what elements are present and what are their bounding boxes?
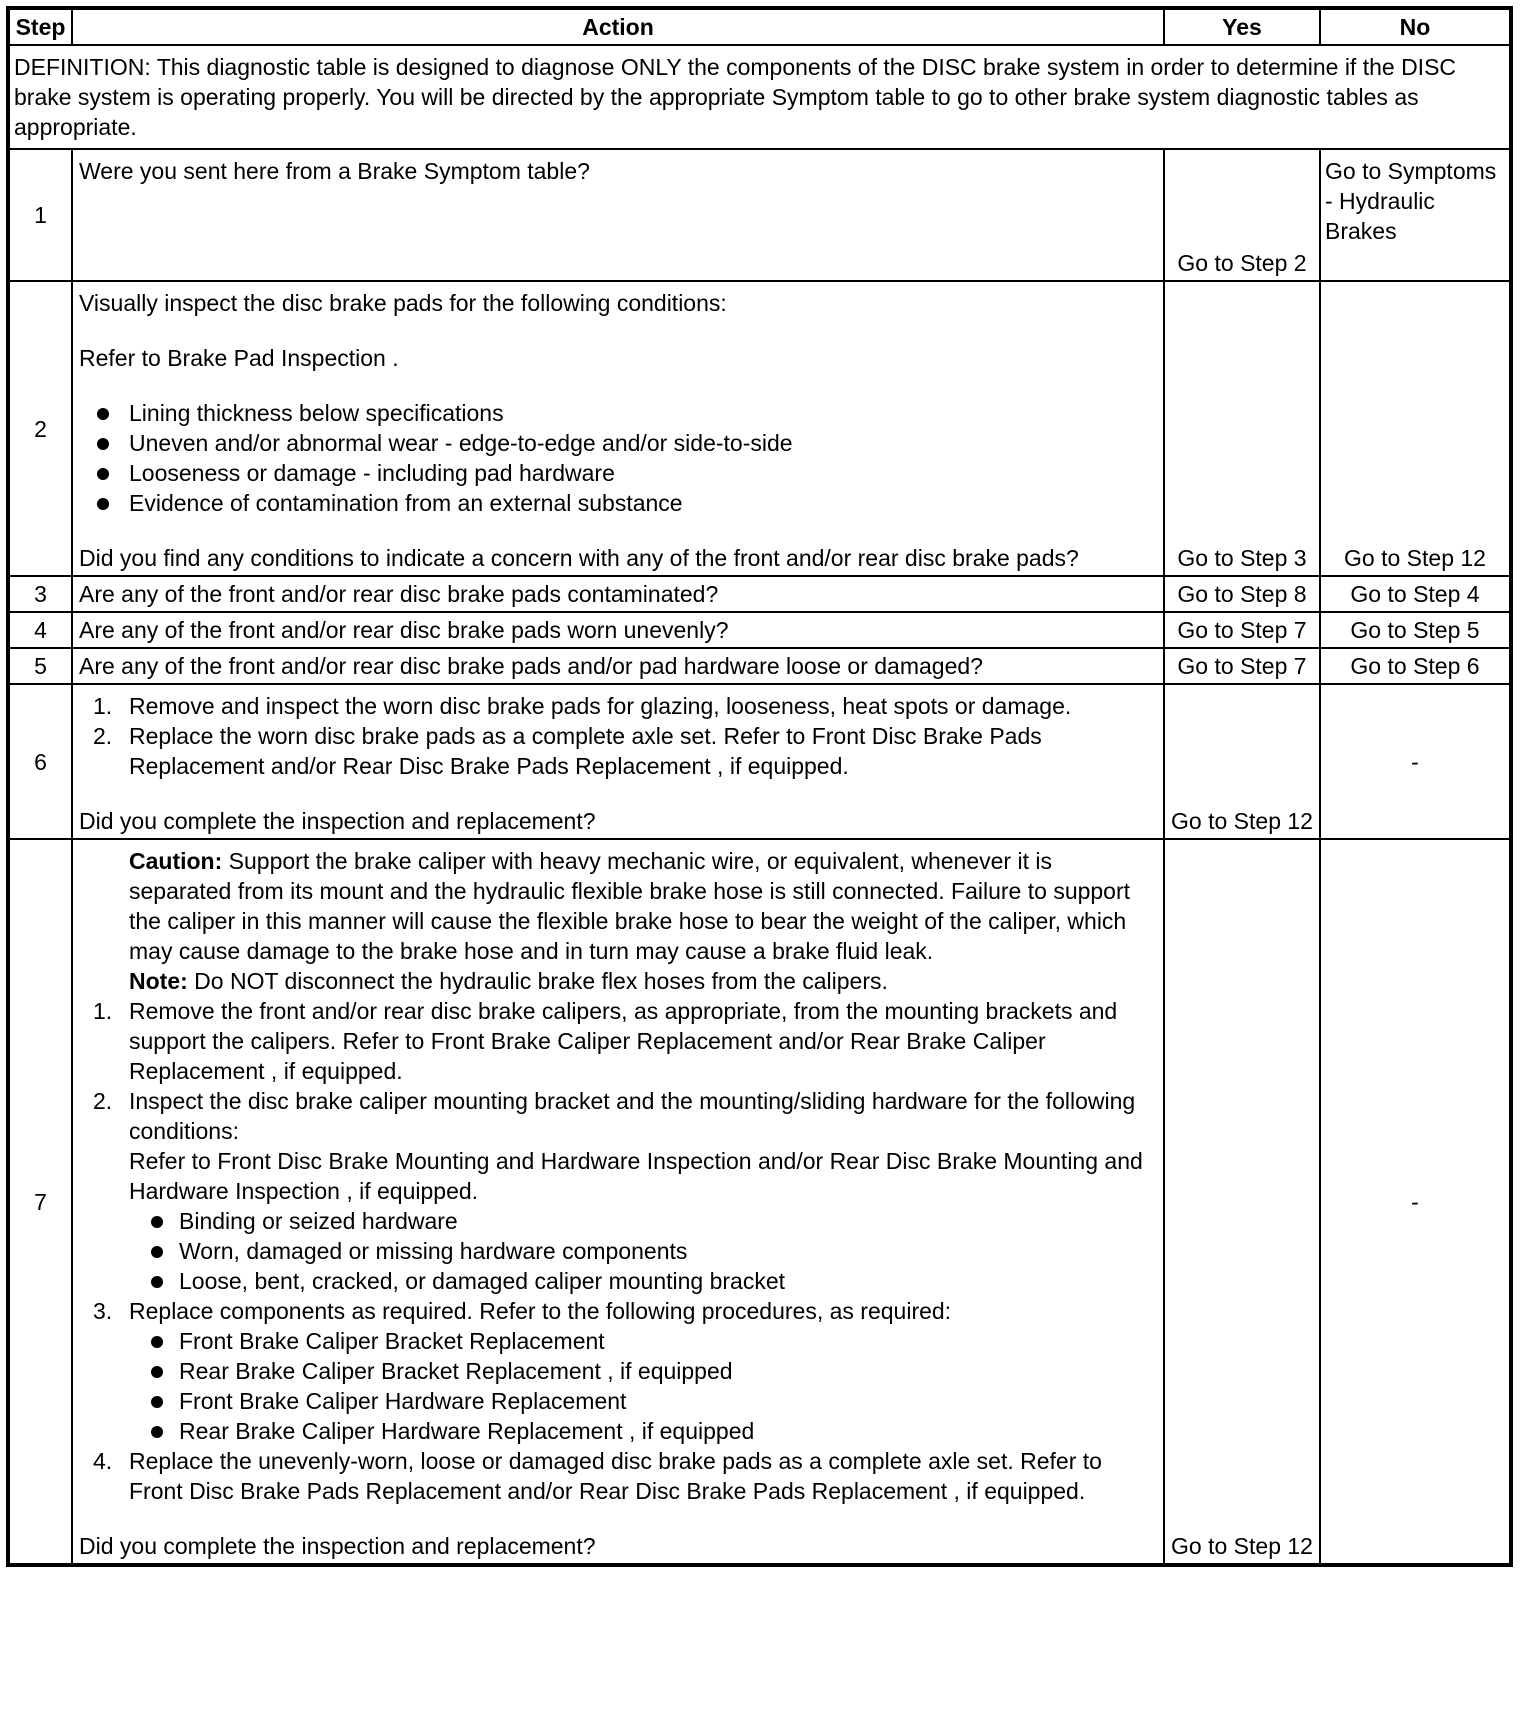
table-row: [8, 149, 1511, 281]
list-item: Front Brake Caliper Bracket Replacement: [179, 1326, 1157, 1356]
no-cell: Go to Step 5: [1320, 612, 1511, 648]
item-text: Replace the unevenly-worn, loose or damaged disc brake pads as a complete axle set. Refer to Front Disc Brake Pads Replacement and/or Rear Disc Brake Pads Replacement , if equipped.: [129, 1448, 1102, 1504]
caution-text: [79, 846, 1157, 966]
action-cell: [72, 839, 1164, 1565]
list-item: [93, 1446, 1157, 1506]
item-text: Replace components as required. Refer to the following procedures, as required:: [129, 1298, 952, 1324]
action-intro: Visually inspect the disc brake pads for the following conditions:: [79, 290, 727, 316]
yes-cell: Go to Step 12: [1164, 839, 1320, 1565]
procedure-reference-list: [79, 1326, 1157, 1446]
no-cell: Go to Step 12: [1320, 281, 1511, 576]
no-cell: Go to Step 4: [1320, 576, 1511, 612]
item-number: 2.: [93, 1088, 113, 1114]
action-cell: [72, 281, 1164, 576]
item-text: Replace the worn disc brake pads as a complete axle set. Refer to Front Disc Brake Pads Replacement and/or Rear Disc Brake Pads Replacement , if equipped.: [129, 723, 1042, 779]
action-text: Are any of the front and/or rear disc brake pads contaminated?: [72, 576, 1164, 612]
header-action: Action: [72, 8, 1164, 45]
list-item: [93, 996, 1157, 1086]
no-cell: Go to Step 6: [1320, 648, 1511, 684]
item-number: 4.: [93, 1448, 113, 1474]
list-item: Loose, bent, cracked, or damaged caliper mounting bracket: [179, 1266, 1157, 1296]
yes-cell: Go to Step 2: [1164, 149, 1320, 281]
table-row: [8, 612, 1511, 648]
table-row: [8, 684, 1511, 839]
no-cell: Go to Symptoms - Hydraulic Brakes: [1320, 149, 1511, 281]
step-number: 6: [8, 684, 72, 839]
action-text: Are any of the front and/or rear disc brake pads worn unevenly?: [72, 612, 1164, 648]
header-yes: Yes: [1164, 8, 1320, 45]
list-item: [93, 721, 1157, 781]
list-item: Rear Brake Caliper Hardware Replacement , if equipped: [179, 1416, 1157, 1446]
step-number: 1: [8, 149, 72, 281]
action-question: Did you complete the inspection and replacement?: [79, 808, 596, 834]
action-question: Did you complete the inspection and replacement?: [79, 1533, 596, 1559]
definition-text: DEFINITION: This diagnostic table is designed to diagnose ONLY the components of the DISC brake system in order to determine if the DISC brake system is operating properly. You will be directed by the appropriate Symptom table to go to other brake system diagnostic tables as appropriate.: [8, 45, 1511, 149]
action-question: Did you find any conditions to indicate a concern with any of the front and/or rear disc brake pads?: [79, 545, 1079, 571]
list-item: Worn, damaged or missing hardware components: [179, 1236, 1157, 1266]
no-cell: -: [1320, 684, 1511, 839]
procedure-list: [79, 1446, 1157, 1506]
note-text: [79, 966, 1157, 996]
header-row: [8, 8, 1511, 45]
list-item: Uneven and/or abnormal wear - edge-to-edge and/or side-to-side: [129, 428, 1157, 458]
table-row: [8, 648, 1511, 684]
action-text: Were you sent here from a Brake Symptom table?: [72, 149, 1164, 281]
table-row: [8, 576, 1511, 612]
procedure-list: [79, 996, 1157, 1206]
list-item: Looseness or damage - including pad hardware: [129, 458, 1157, 488]
yes-cell: Go to Step 7: [1164, 612, 1320, 648]
yes-cell: Go to Step 7: [1164, 648, 1320, 684]
list-item: Front Brake Caliper Hardware Replacement: [179, 1386, 1157, 1416]
action-cell: [72, 684, 1164, 839]
item-text: Inspect the disc brake caliper mounting bracket and the mounting/sliding hardware for the following conditions:: [129, 1088, 1136, 1144]
procedure-list: [79, 691, 1157, 781]
condition-list: [79, 1206, 1157, 1296]
item-number: 1.: [93, 998, 113, 1024]
step-number: 3: [8, 576, 72, 612]
list-item: [93, 1296, 1157, 1326]
item-refer: Refer to Front Disc Brake Mounting and Hardware Inspection and/or Rear Disc Brake Mounting and Hardware Inspection , if equipped.: [129, 1148, 1143, 1204]
item-number: 2.: [93, 723, 113, 749]
note-label: Note:: [129, 968, 188, 994]
action-text: Are any of the front and/or rear disc brake pads and/or pad hardware loose or damaged?: [72, 648, 1164, 684]
item-text: Remove the front and/or rear disc brake calipers, as appropriate, from the mounting brackets and support the calipers. Refer to Front Brake Caliper Replacement and/or Rear Brake Caliper Replacement , if equipped.: [129, 998, 1118, 1084]
step-number: 5: [8, 648, 72, 684]
yes-cell: Go to Step 3: [1164, 281, 1320, 576]
header-step: Step: [8, 8, 72, 45]
list-item: [93, 691, 1157, 721]
no-cell: -: [1320, 839, 1511, 1565]
document: [6, 6, 1513, 1567]
caution-label: Caution:: [129, 848, 223, 874]
table-row: [8, 281, 1511, 576]
list-item: Evidence of contamination from an external substance: [129, 488, 1157, 518]
step-number: 7: [8, 839, 72, 1565]
table-row: [8, 839, 1511, 1565]
item-number: 3.: [93, 1298, 113, 1324]
action-refer: Refer to Brake Pad Inspection .: [79, 345, 399, 371]
list-item: Binding or seized hardware: [179, 1206, 1157, 1236]
list-item: Rear Brake Caliper Bracket Replacement , if equipped: [179, 1356, 1157, 1386]
header-no: No: [1320, 8, 1511, 45]
yes-cell: Go to Step 12: [1164, 684, 1320, 839]
caution-body: Support the brake caliper with heavy mechanic wire, or equivalent, whenever it is separated from its mount and the hydraulic flexible brake hose is still connected. Failure to support the caliper in this manner will cause the flexible brake hose to bear the weight of the caliper, which may cause damage to the brake hose and in turn may cause a brake fluid leak.: [129, 848, 1131, 964]
yes-cell: Go to Step 8: [1164, 576, 1320, 612]
item-text: Remove and inspect the worn disc brake pads for glazing, looseness, heat spots or damage.: [129, 693, 1072, 719]
list-item: Lining thickness below specifications: [129, 398, 1157, 428]
list-item: [93, 1086, 1157, 1206]
diagnostic-table: [6, 6, 1513, 1567]
step-number: 2: [8, 281, 72, 576]
definition-row: [8, 45, 1511, 149]
procedure-list: [79, 1296, 1157, 1326]
note-body: Do NOT disconnect the hydraulic brake flex hoses from the calipers.: [187, 968, 888, 994]
item-number: 1.: [93, 693, 113, 719]
condition-list: [79, 398, 1157, 518]
step-number: 4: [8, 612, 72, 648]
